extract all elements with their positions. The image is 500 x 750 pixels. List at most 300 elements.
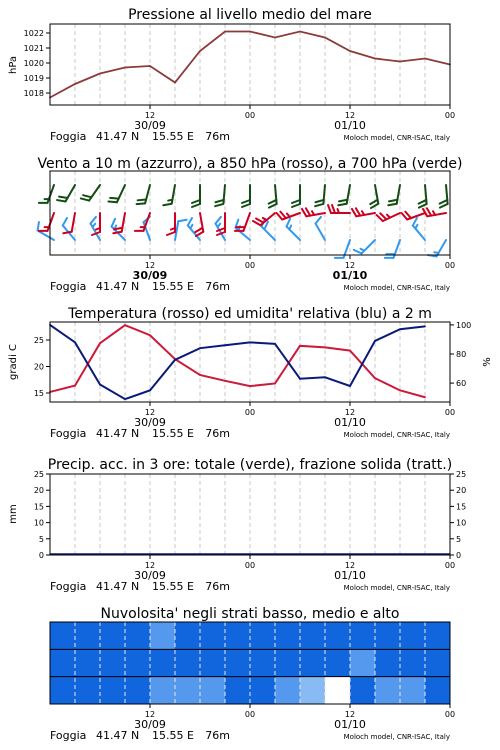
x-tick-label: 00 <box>244 261 256 270</box>
wind-barb-10m <box>316 217 326 240</box>
barb-feather <box>440 200 448 204</box>
humidity-point <box>349 385 351 387</box>
barb-feather <box>306 208 310 215</box>
cloud-cell-alto <box>425 622 450 649</box>
barb-half-feather <box>387 215 390 218</box>
x-tick-label: 00 <box>244 561 256 570</box>
temp-rh-panel <box>8 306 493 440</box>
humidity-line <box>50 325 425 399</box>
station-elev: 76m <box>205 130 230 143</box>
y-tick-label: 0 <box>38 551 44 560</box>
barb-feather <box>328 205 331 213</box>
wind-barb-850hpa <box>377 213 400 221</box>
date-label: 30/09 <box>134 569 166 582</box>
temperature-line <box>50 325 425 397</box>
barb-half-feather <box>190 225 192 229</box>
cloud-cell-alto <box>325 622 350 649</box>
barb-feather <box>389 200 397 202</box>
y-tick-label: 20 <box>33 486 44 496</box>
clouds-panel <box>50 606 455 742</box>
wind-barb-850hpa <box>277 212 300 220</box>
model-credit: Moloch model, CNR-ISAC, Italy <box>343 134 450 142</box>
cloud-cell-basso <box>100 677 125 704</box>
cloud-cell-medio <box>350 649 375 676</box>
barb-feather <box>354 250 362 254</box>
temperature-point <box>99 342 101 344</box>
station-lat: 41.47 N <box>96 729 140 742</box>
barb-feather <box>137 203 146 204</box>
cloud-cell-alto <box>400 622 425 649</box>
station-elev: 76m <box>205 427 230 440</box>
wind-barb-850hpa <box>135 213 150 231</box>
barb-feather <box>215 204 223 206</box>
humidity-point <box>374 340 376 342</box>
cloud-cell-medio <box>300 649 325 676</box>
barb-shaft <box>235 228 250 240</box>
clouds-title: Nuvolosita' negli strati basso, medio e alto <box>100 606 400 622</box>
temperature-point <box>74 385 76 387</box>
barb-feather <box>292 200 300 203</box>
station-lat: 41.47 N <box>96 280 140 293</box>
temperature-point <box>249 385 251 387</box>
barb-feather <box>440 204 448 208</box>
model-credit: Moloch model, CNR-ISAC, Italy <box>343 431 450 439</box>
wind-barb-850hpa <box>39 213 54 231</box>
wind-barb-700hpa <box>39 185 54 203</box>
station-lon: 15.55 E <box>152 580 194 593</box>
cloud-cell-medio <box>375 649 400 676</box>
barb-shaft <box>287 227 300 240</box>
x-tick-label: 00 <box>444 261 456 270</box>
date-label: 01/10 <box>332 269 368 282</box>
wind-barb-850hpa <box>167 213 175 235</box>
barb-feather <box>138 199 147 200</box>
pressure-point <box>249 31 251 33</box>
barb-feather <box>83 195 91 197</box>
pressure-point <box>324 37 326 39</box>
temperature-point <box>299 345 301 347</box>
barb-feather <box>112 219 116 227</box>
barb-feather <box>38 222 39 230</box>
cloud-cell-medio <box>100 649 125 676</box>
barb-shaft <box>316 224 326 240</box>
barb-shaft <box>188 225 200 240</box>
pressure-panel <box>8 7 455 143</box>
wind-barb-700hpa <box>192 185 200 207</box>
y-tick-label: 1022 <box>23 29 44 38</box>
y-tick-label: 25 <box>33 470 44 479</box>
barb-feather <box>163 204 171 206</box>
humidity-point <box>99 384 101 386</box>
temperature-point <box>324 347 326 349</box>
barb-feather <box>59 197 67 198</box>
wind-barb-10m <box>175 220 187 240</box>
humidity-point <box>249 341 251 343</box>
wind-barb-700hpa <box>338 185 350 205</box>
cloud-cell-basso <box>150 677 175 704</box>
wind-title: Vento a 10 m (azzurro), a 850 hPa (rosso), a 700 hPa (verde) <box>37 156 463 172</box>
station-name: Foggia <box>50 427 87 440</box>
barb-feather <box>195 228 202 232</box>
cloud-cell-medio <box>200 649 225 676</box>
wind-barb-10m <box>413 218 425 240</box>
barb-shaft <box>89 185 100 201</box>
date-label: 01/10 <box>334 119 366 132</box>
station-elev: 76m <box>205 280 230 293</box>
cloud-cell-basso <box>350 677 375 704</box>
x-tick-label: 00 <box>444 111 456 120</box>
y-tick-label: 25 <box>33 336 44 346</box>
barb-feather <box>167 232 175 235</box>
wind-barb-700hpa <box>215 185 225 206</box>
cloud-cell-medio <box>150 649 175 676</box>
temperature-point <box>124 324 126 326</box>
clouds-footer <box>50 718 450 742</box>
wind-barb-10m <box>428 240 446 256</box>
barb-feather <box>242 200 250 203</box>
barb-feather <box>413 218 417 225</box>
barb-shaft <box>413 225 425 240</box>
station-name: Foggia <box>50 130 87 143</box>
wind-barb-10m <box>188 218 200 240</box>
station-lat: 41.47 N <box>96 130 140 143</box>
cloud-cell-medio <box>225 649 250 676</box>
y-tick-label: 15 <box>456 502 467 512</box>
pressure-point <box>124 67 126 69</box>
cloud-cell-basso <box>400 677 425 704</box>
barb-feather <box>63 218 67 225</box>
date-label: 30/09 <box>134 416 166 429</box>
barb-half-feather <box>218 224 221 227</box>
y-tick-label: 1020 <box>23 59 44 68</box>
cloud-cell-basso <box>125 677 150 704</box>
cloud-cell-medio <box>325 649 350 676</box>
y-tick-label: 100 <box>456 320 472 330</box>
wind-barbs <box>38 185 448 258</box>
station-name: Foggia <box>50 729 87 742</box>
barb-half-feather <box>415 225 417 229</box>
barb-shaft <box>48 185 54 203</box>
x-tick-label: 00 <box>244 408 256 417</box>
precip-panel <box>8 457 466 593</box>
cloud-cell-medio <box>175 649 200 676</box>
x-tick-label: 00 <box>444 710 456 719</box>
wind-barb-10m <box>287 219 300 240</box>
humidity-point <box>224 344 226 346</box>
barb-feather <box>215 200 223 202</box>
y-tick-label: 25 <box>456 470 467 479</box>
wind-barb-700hpa <box>292 185 300 207</box>
cloud-cell-alto <box>225 622 250 649</box>
wind-barb-700hpa <box>419 185 427 208</box>
temp-rh-grid <box>75 322 425 402</box>
cloud-cell-basso <box>225 677 250 704</box>
model-credit: Moloch model, CNR-ISAC, Italy <box>343 584 450 592</box>
x-tick-label: 12 <box>344 710 356 719</box>
barb-shaft <box>244 213 250 231</box>
station-lat: 41.47 N <box>96 427 140 440</box>
barb-half-feather <box>338 209 340 213</box>
wind-barb-700hpa <box>370 185 378 208</box>
cloud-cell-alto <box>350 622 375 649</box>
humidity-point <box>149 389 151 391</box>
wind-panel <box>37 156 462 293</box>
y-tick-label: 60 <box>456 379 467 389</box>
x-tick-label: 12 <box>344 561 356 570</box>
pressure-point <box>424 58 426 60</box>
precip-plot-frame <box>50 474 450 555</box>
wind-barb-700hpa <box>137 185 150 204</box>
humidity-point <box>424 325 426 327</box>
cloud-cell-alto <box>100 622 125 649</box>
pressure-grid <box>75 24 425 105</box>
pressure-xticks <box>145 105 455 120</box>
cloud-cell-medio <box>75 649 100 676</box>
wind-barb-700hpa <box>440 185 448 208</box>
y-tick-label: 10 <box>33 518 44 528</box>
cloud-cell-medio <box>400 649 425 676</box>
wind-xticks <box>145 255 455 270</box>
temperature-point <box>224 380 226 382</box>
barb-feather <box>188 218 192 225</box>
cloud-cell-alto <box>300 622 325 649</box>
precip-title: Precip. acc. in 3 ore: totale (verde), frazione solida (tratt.) <box>47 457 453 473</box>
pressure-point <box>149 65 151 67</box>
temp-ylabel: gradi C <box>8 344 19 380</box>
wind-footer <box>50 269 450 293</box>
barb-shaft <box>66 185 76 201</box>
barb-feather <box>113 232 121 234</box>
cloud-cell-basso <box>300 677 325 704</box>
cloud-cell-alto <box>175 622 200 649</box>
x-tick-label: 12 <box>144 261 156 270</box>
y-tick-label: 5 <box>38 534 44 544</box>
pressure-point <box>224 31 226 33</box>
station-name: Foggia <box>50 280 87 293</box>
barb-feather <box>242 204 250 207</box>
precip-yticks-left <box>34 470 50 560</box>
wind-barb-700hpa <box>163 185 175 205</box>
x-tick-label: 12 <box>144 710 156 719</box>
barb-feather <box>338 204 346 206</box>
cloud-cell-alto <box>375 622 400 649</box>
barb-feather <box>216 217 221 224</box>
wind-barb-700hpa <box>269 185 277 208</box>
y-tick-label: 15 <box>33 502 44 512</box>
x-tick-label: 12 <box>144 561 156 570</box>
precip-yticks-right <box>450 470 466 560</box>
wind-barb-850hpa <box>423 208 446 216</box>
x-tick-label: 00 <box>444 561 456 570</box>
barb-half-feather <box>263 218 267 220</box>
humidity-point <box>174 359 176 361</box>
wind-barb-850hpa <box>328 205 350 213</box>
cloud-cell-basso <box>200 677 225 704</box>
cloud-cell-basso <box>175 677 200 704</box>
station-lon: 15.55 E <box>152 427 194 440</box>
wind-barb-700hpa <box>81 185 100 201</box>
model-credit: Moloch model, CNR-ISAC, Italy <box>343 733 450 741</box>
temperature-point <box>374 377 376 379</box>
temp-rh-title: Temperatura (rosso) ed umidita' relativa (blu) a 2 m <box>68 306 432 322</box>
temperature-point <box>199 374 201 376</box>
pressure-point <box>399 61 401 63</box>
wind-barb-850hpa <box>195 213 203 236</box>
cloud-cell-alto <box>150 622 175 649</box>
pressure-point <box>174 82 176 84</box>
clouds-cells <box>50 622 450 704</box>
barb-feather <box>302 209 306 216</box>
barb-half-feather <box>289 226 291 230</box>
wind-barb-700hpa <box>388 185 400 205</box>
barb-feather <box>108 202 117 203</box>
barb-feather <box>91 217 96 224</box>
date-label: 01/10 <box>334 416 366 429</box>
cloud-cell-medio <box>425 649 450 676</box>
wind-barb-850hpa <box>253 213 275 225</box>
temperature-point <box>399 389 401 391</box>
cloud-cell-basso <box>375 677 400 704</box>
barb-half-feather <box>168 200 172 201</box>
barb-half-feather <box>171 228 175 230</box>
humidity-point <box>324 376 326 378</box>
pressure-plot-frame <box>50 24 450 105</box>
station-lat: 41.47 N <box>96 580 140 593</box>
barb-shaft <box>262 227 275 240</box>
humidity-point <box>299 378 301 380</box>
cloud-cell-basso <box>275 677 300 704</box>
cloud-cell-medio <box>275 649 300 676</box>
cloud-cell-alto <box>200 622 225 649</box>
wind-barb-700hpa <box>242 185 250 207</box>
station-lon: 15.55 E <box>152 130 194 143</box>
cloud-cell-alto <box>275 622 300 649</box>
barb-shaft <box>48 213 54 231</box>
wind-barb-700hpa <box>315 185 325 206</box>
y-tick-label: 20 <box>456 486 467 496</box>
pressure-point <box>274 37 276 39</box>
humidity-point <box>399 328 401 330</box>
temperature-point <box>424 396 426 398</box>
x-tick-label: 12 <box>144 111 156 120</box>
x-tick-label: 00 <box>244 111 256 120</box>
cloud-cell-basso <box>75 677 100 704</box>
barb-shaft <box>362 240 375 253</box>
barb-feather <box>92 232 100 235</box>
temperature-point <box>274 383 276 385</box>
rh-yticks <box>450 321 471 388</box>
wind-barb-850hpa <box>402 212 425 220</box>
barb-feather <box>217 232 225 235</box>
barb-feather <box>316 217 321 224</box>
date-label: 01/10 <box>334 718 366 731</box>
barb-feather <box>287 219 291 227</box>
x-tick-label: 12 <box>344 261 356 270</box>
date-label: 01/10 <box>334 569 366 582</box>
x-tick-label: 12 <box>344 408 356 417</box>
temp-rh-xticks <box>145 402 455 417</box>
date-label: 30/09 <box>134 119 166 132</box>
y-tick-label: 80 <box>456 350 467 359</box>
barb-feather <box>256 218 263 222</box>
cloud-cell-basso <box>50 677 75 704</box>
barb-feather <box>292 204 300 207</box>
date-label: 30/09 <box>132 269 168 282</box>
precip-grid <box>75 474 425 555</box>
station-elev: 76m <box>205 580 230 593</box>
barb-feather <box>370 200 377 204</box>
temp-yticks <box>34 336 50 398</box>
barb-half-feather <box>434 252 438 253</box>
y-tick-label: 0 <box>456 551 462 560</box>
barb-feather <box>339 200 347 202</box>
barb-feather <box>192 200 200 203</box>
humidity-point <box>274 343 276 345</box>
humidity-point <box>124 398 126 400</box>
barb-shaft <box>145 185 150 203</box>
barb-shaft <box>437 240 447 256</box>
x-tick-label: 12 <box>144 408 156 417</box>
temp-rh-series <box>49 324 426 400</box>
wind-barb-10m <box>354 240 375 253</box>
precip-ylabel: mm <box>8 504 19 524</box>
cloud-cell-alto <box>250 622 275 649</box>
barb-feather <box>81 198 89 200</box>
pressure-point <box>349 50 351 52</box>
barb-feather <box>332 205 335 213</box>
pressure-title: Pressione al livello medio del mare <box>128 7 372 23</box>
barb-half-feather <box>361 249 365 251</box>
cloud-cell-alto <box>75 622 100 649</box>
barb-feather <box>110 198 119 199</box>
station-elev: 76m <box>205 729 230 742</box>
humidity-point <box>74 341 76 343</box>
barb-feather <box>356 208 360 215</box>
barb-feather <box>388 204 396 206</box>
y-tick-label: 1021 <box>23 44 44 53</box>
temperature-point <box>149 334 151 336</box>
rh-ylabel: % <box>482 357 493 367</box>
barb-feather <box>178 220 186 222</box>
wind-barb-850hpa <box>302 208 325 216</box>
cloud-cell-medio <box>50 649 75 676</box>
barb-half-feather <box>93 224 96 227</box>
cloud-cell-basso <box>250 677 275 704</box>
barb-feather <box>315 200 323 202</box>
model-credit: Moloch model, CNR-ISAC, Italy <box>343 284 450 292</box>
station-lon: 15.55 E <box>152 729 194 742</box>
wind-barb-850hpa <box>352 208 375 216</box>
temperature-point <box>349 350 351 352</box>
barb-feather <box>427 208 431 215</box>
pressure-point <box>199 50 201 52</box>
cloud-cell-medio <box>125 649 150 676</box>
barb-half-feather <box>287 214 290 217</box>
pressure-point <box>99 73 101 75</box>
y-tick-label: 20 <box>33 362 44 372</box>
date-label: 30/09 <box>134 718 166 731</box>
precip-footer <box>50 569 450 593</box>
station-lon: 15.55 E <box>152 280 194 293</box>
cloud-cell-basso <box>325 677 350 704</box>
pressure-point <box>374 58 376 60</box>
cloud-cell-alto <box>50 622 75 649</box>
barb-feather <box>315 204 323 206</box>
wind-barb-700hpa <box>108 185 125 202</box>
x-tick-label: 00 <box>444 408 456 417</box>
y-tick-label: 15 <box>33 388 44 398</box>
clouds-xticks <box>145 704 455 719</box>
